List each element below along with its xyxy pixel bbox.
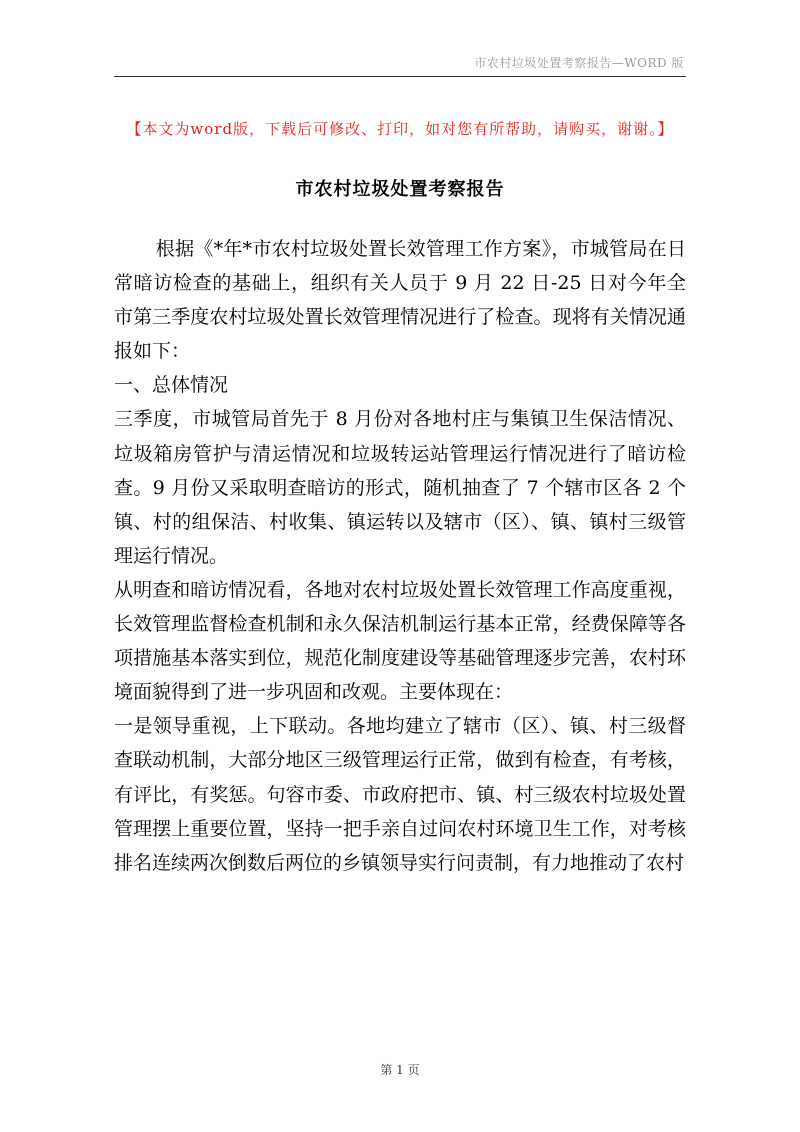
document-title: 市农村垃圾处置考察报告 <box>295 179 505 200</box>
body-paragraph: 一是领导重视，上下联动。各地均建立了辖市（区）、镇、村三级督查联动机制，大部分地区三级管理运行正常，做到有检查，有考核，有评比，有奖惩。句容市委、市政府把市、镇、村三级农村垃圾处置管理摆上重要位置，坚持一把手亲自过问农村环境卫生工作，对考核排名连续两次倒数后两位的乡镇领导实行问责制，有力地推动了农村 <box>114 715 686 874</box>
page-number: 第 1 页 <box>380 1063 420 1077</box>
intro-paragraph: 根据《*年*市农村垃圾处置长效管理工作方案》，市城管局在日常暗访检查的基础上，组织有关人员于 9 月 22 日-25 日对今年全市第三季度农村垃圾处置长效管理情况进行了检查。现将有关情况通报如下： <box>114 238 686 363</box>
section-heading: 一、总体情况 <box>114 374 229 397</box>
document-body <box>114 232 686 880</box>
header-divider <box>114 76 686 77</box>
body-paragraph: 从明查和暗访情况看，各地对农村垃圾处置长效管理工作高度重视，长效管理监督检查机制和永久保洁机制运行基本正常，经费保障等各项措施基本落实到位，规范化制度建设等基础管理逐步完善，农村环境面貌得到了进一步巩固和改观。主要体现在： <box>114 578 686 704</box>
body-paragraph: 三季度，市城管局首先于 8 月份对各地村庄与集镇卫生保洁情况、垃圾箱房管护与清运情况和垃圾转运站管理运行情况进行了暗访检查。9 月份又采取明查暗访的形式，随机抽查了 7 个辖市区各 2 个镇、村的组保洁、村收集、镇运转以及辖市（区）、镇、镇村三级管理运行情况。 <box>114 408 686 567</box>
download-notice: 【本文为word版，下载后可修改、打印，如对您有所帮助，请购买，谢谢。】 <box>126 120 674 138</box>
running-header: 市农村垃圾处置考察报告—WORD 版 <box>474 56 684 70</box>
